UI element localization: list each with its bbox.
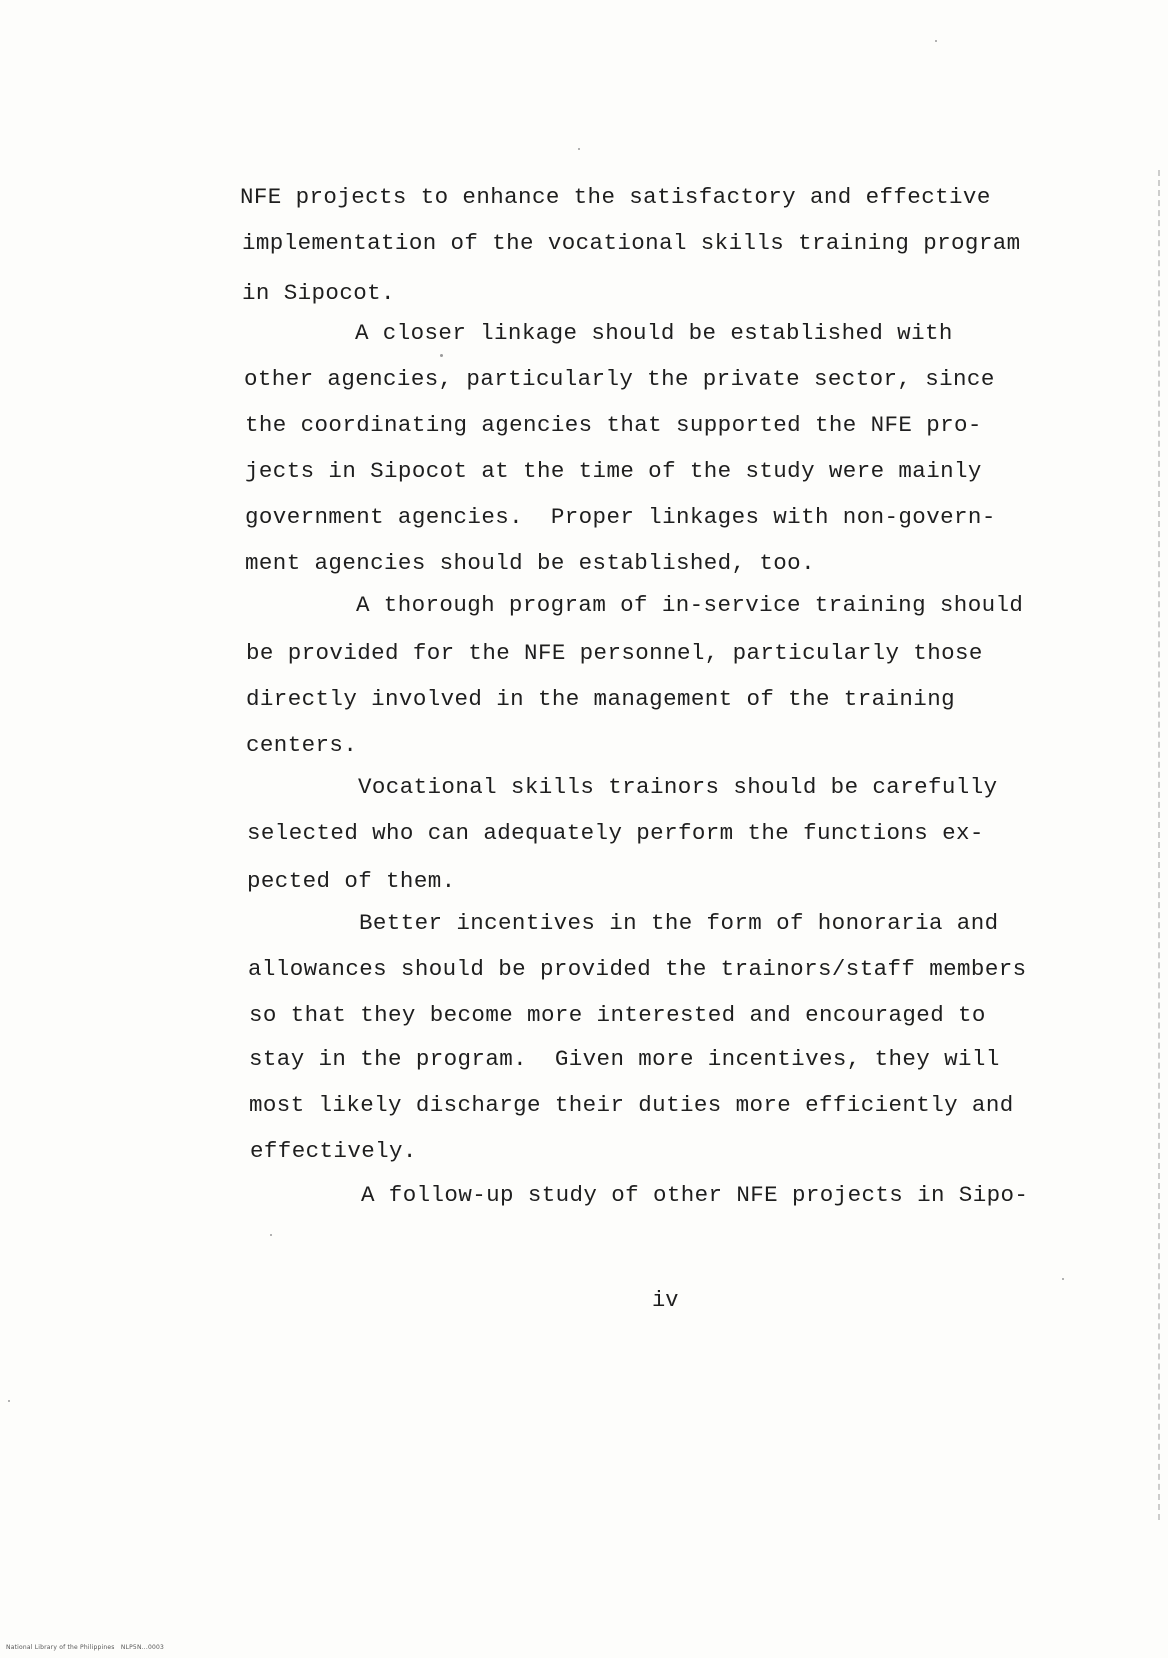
text-line-9: ment agencies should be established, too. [245, 550, 815, 576]
scan-edge-border [1158, 170, 1162, 1520]
text-line-20: stay in the program. Given more incentives, they will [249, 1046, 1000, 1072]
text-line-23: A follow-up study of other NFE projects in Sipo- [361, 1182, 1029, 1208]
scan-speck [1062, 1278, 1064, 1280]
scan-speck [270, 1234, 272, 1236]
text-line-15: selected who can adequately perform the functions ex- [247, 820, 984, 846]
text-line-2: implementation of the vocational skills training program [242, 230, 1021, 256]
text-line-18: allowances should be provided the trainors/staff members [248, 956, 1027, 982]
text-line-5: other agencies, particularly the private sector, since [244, 366, 995, 392]
text-line-7: jects in Sipocot at the time of the study were mainly [245, 458, 982, 484]
text-line-6: the coordinating agencies that supported the NFE pro- [245, 412, 982, 438]
text-line-14: Vocational skills trainors should be carefully [358, 774, 998, 800]
scan-speck [8, 1400, 10, 1402]
text-line-16: pected of them. [247, 868, 456, 894]
text-line-19: so that they become more interested and encouraged to [249, 1002, 986, 1028]
scan-speck [578, 148, 580, 150]
scan-speck [440, 354, 443, 357]
page-number: iv [652, 1288, 679, 1313]
scan-footer-note: National Library of the Philippines NLP5N...0003 [6, 1644, 165, 1651]
text-line-10: A thorough program of in-service training should [356, 592, 1024, 618]
text-line-17: Better incentives in the form of honoraria and [359, 910, 999, 936]
text-line-4: A closer linkage should be established with [355, 320, 953, 346]
text-line-1: NFE projects to enhance the satisfactory and effective [240, 184, 991, 210]
text-line-22: effectively. [250, 1138, 417, 1164]
text-line-13: centers. [246, 732, 358, 758]
scan-speck [935, 40, 937, 42]
text-line-8: government agencies. Proper linkages with non-govern- [245, 504, 996, 530]
text-line-21: most likely discharge their duties more efficiently and [249, 1092, 1014, 1118]
text-line-12: directly involved in the management of the training [246, 686, 956, 712]
text-line-3: in Sipocot. [242, 280, 395, 306]
text-line-11: be provided for the NFE personnel, particularly those [246, 640, 983, 666]
